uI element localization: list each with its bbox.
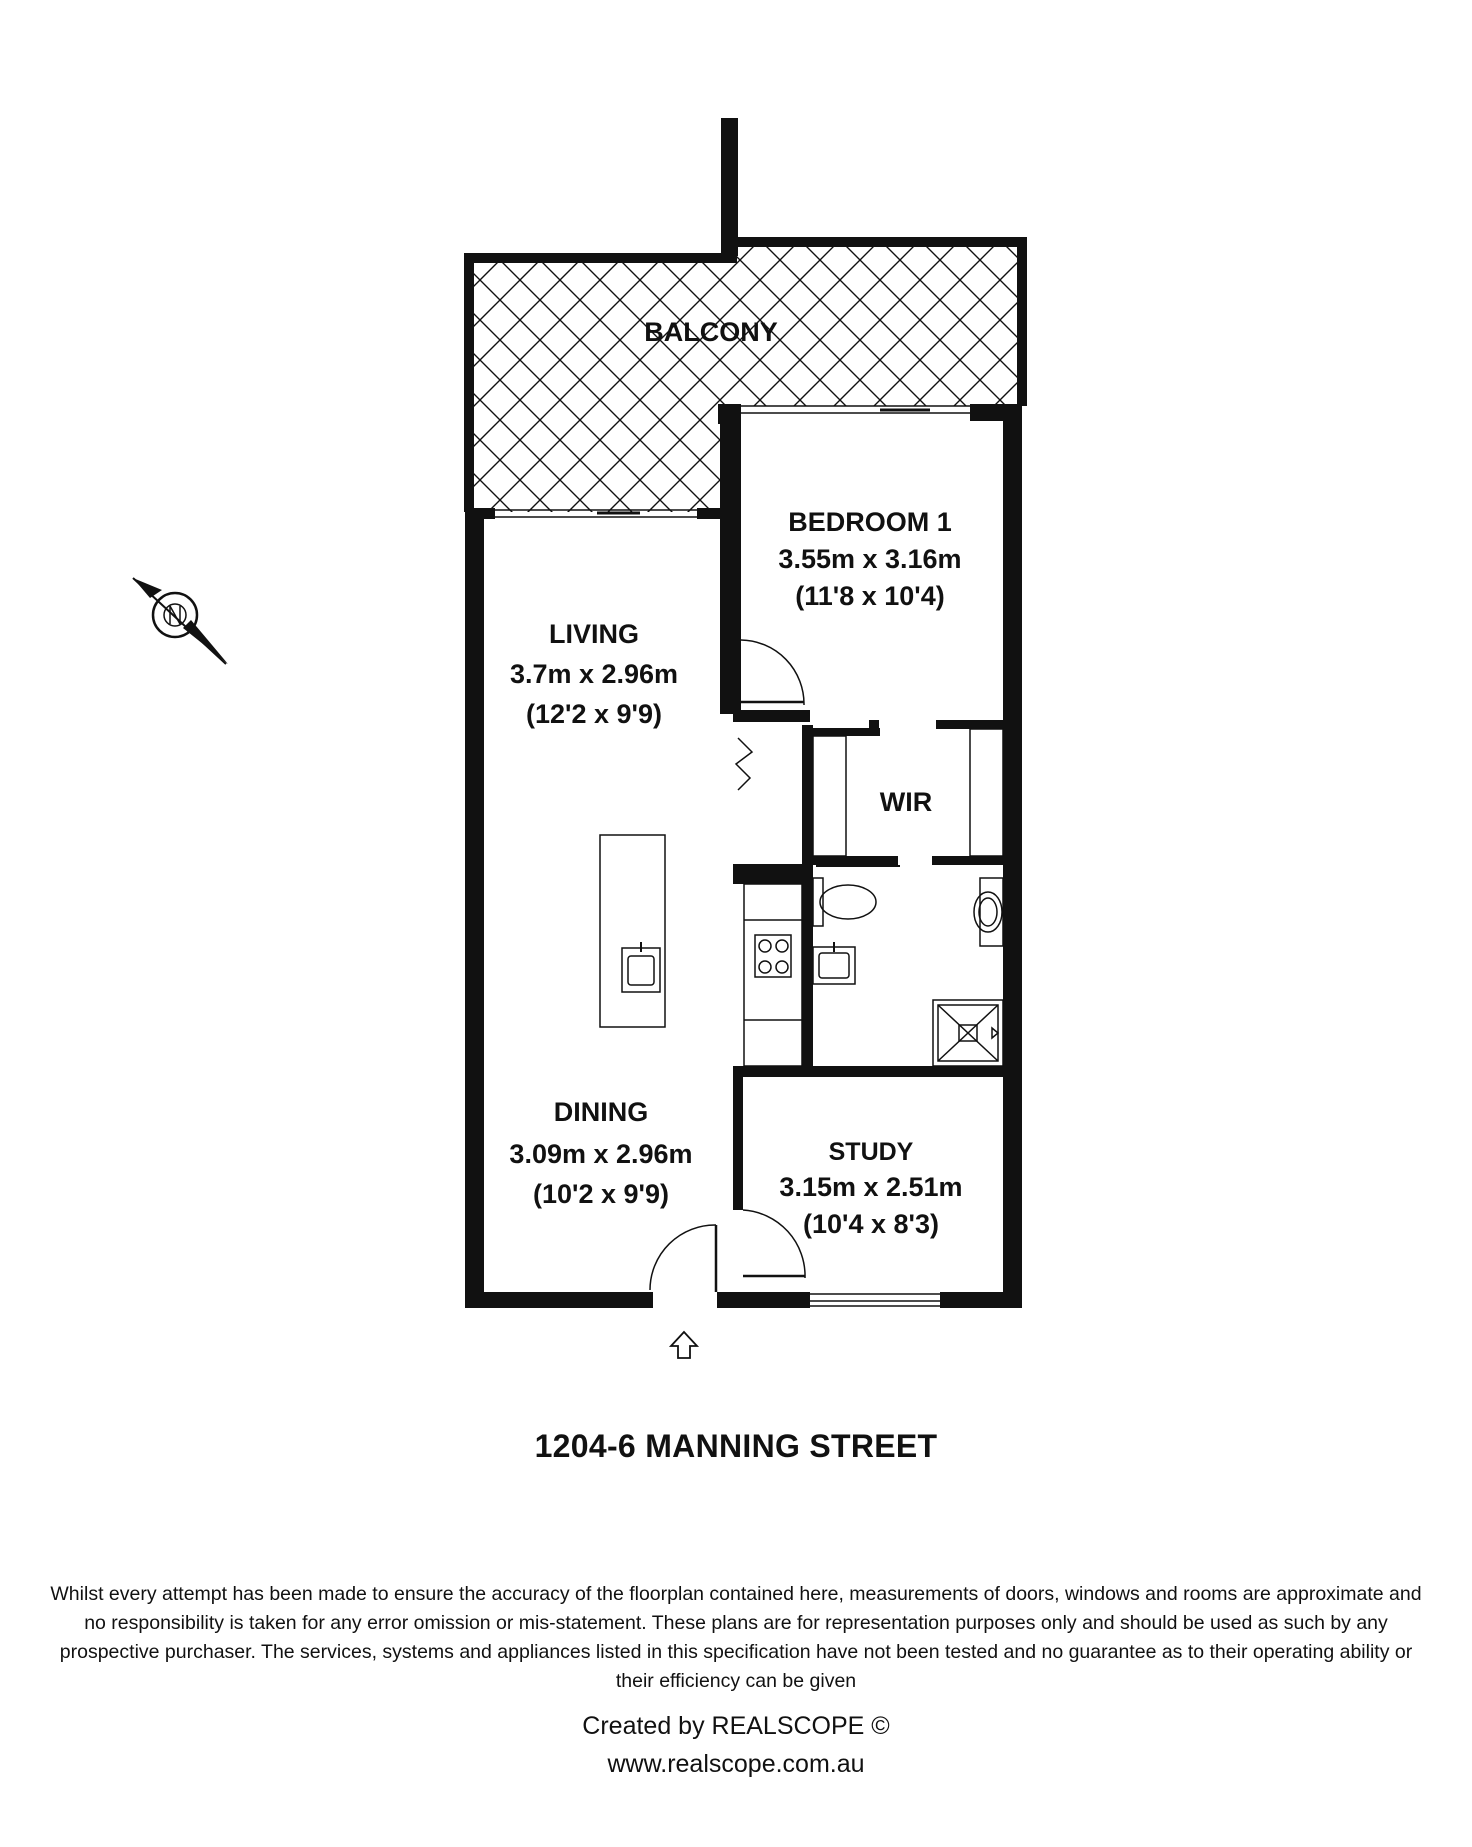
study-size-imperial: (10'4 x 8'3) <box>803 1209 939 1239</box>
study-name: STUDY <box>828 1138 914 1166</box>
balcony <box>469 118 1022 512</box>
privacy-screen-wall <box>721 118 738 256</box>
balcony-name: BALCONY <box>644 317 778 347</box>
entry-arrow-icon <box>671 1332 697 1358</box>
kitchen-bench <box>744 884 802 1066</box>
bedroom-size-imperial: (11'8 x 10'4) <box>795 581 945 611</box>
living-name: LIVING <box>548 619 640 649</box>
bathroom <box>813 878 1003 1066</box>
dining-size-metric: 3.09m x 2.96m <box>509 1139 693 1169</box>
property-title: 1204-6 MANNING STREET <box>534 1428 938 1464</box>
study-size-metric: 3.15m x 2.51m <box>779 1172 963 1202</box>
north-compass-icon <box>133 578 228 664</box>
living-size-imperial: (12'2 x 9'9) <box>526 699 662 729</box>
wir-name: WIR <box>879 787 933 817</box>
dining-size-imperial: (10'2 x 9'9) <box>533 1179 669 1209</box>
disclaimer-text: Whilst every attempt has been made to ensure the accuracy of the floorplan contained here, measurements of doors, windows and rooms are approximate and no responsibility is taken for any error omission or mis-statement. These plans are for representation purposes only and should be used as such by any prospective purchaser. The services, systems and appliances listed in this specification have not been tested and no guarantee as to their operating ability or their efficiency can be given <box>50 1583 1422 1692</box>
creator-credit: Created by REALSCOPE © <box>582 1712 890 1740</box>
website-url: www.realscope.com.au <box>607 1750 865 1778</box>
bedroom-name: BEDROOM 1 <box>788 507 952 537</box>
toilet-icon <box>820 885 876 919</box>
bedroom-size-metric: 3.55m x 3.16m <box>778 544 962 574</box>
dining-name: DINING <box>553 1097 649 1127</box>
kitchen-island <box>600 835 665 1027</box>
interior-walls <box>733 710 1022 1210</box>
living-size-metric: 3.7m x 2.96m <box>509 659 679 689</box>
